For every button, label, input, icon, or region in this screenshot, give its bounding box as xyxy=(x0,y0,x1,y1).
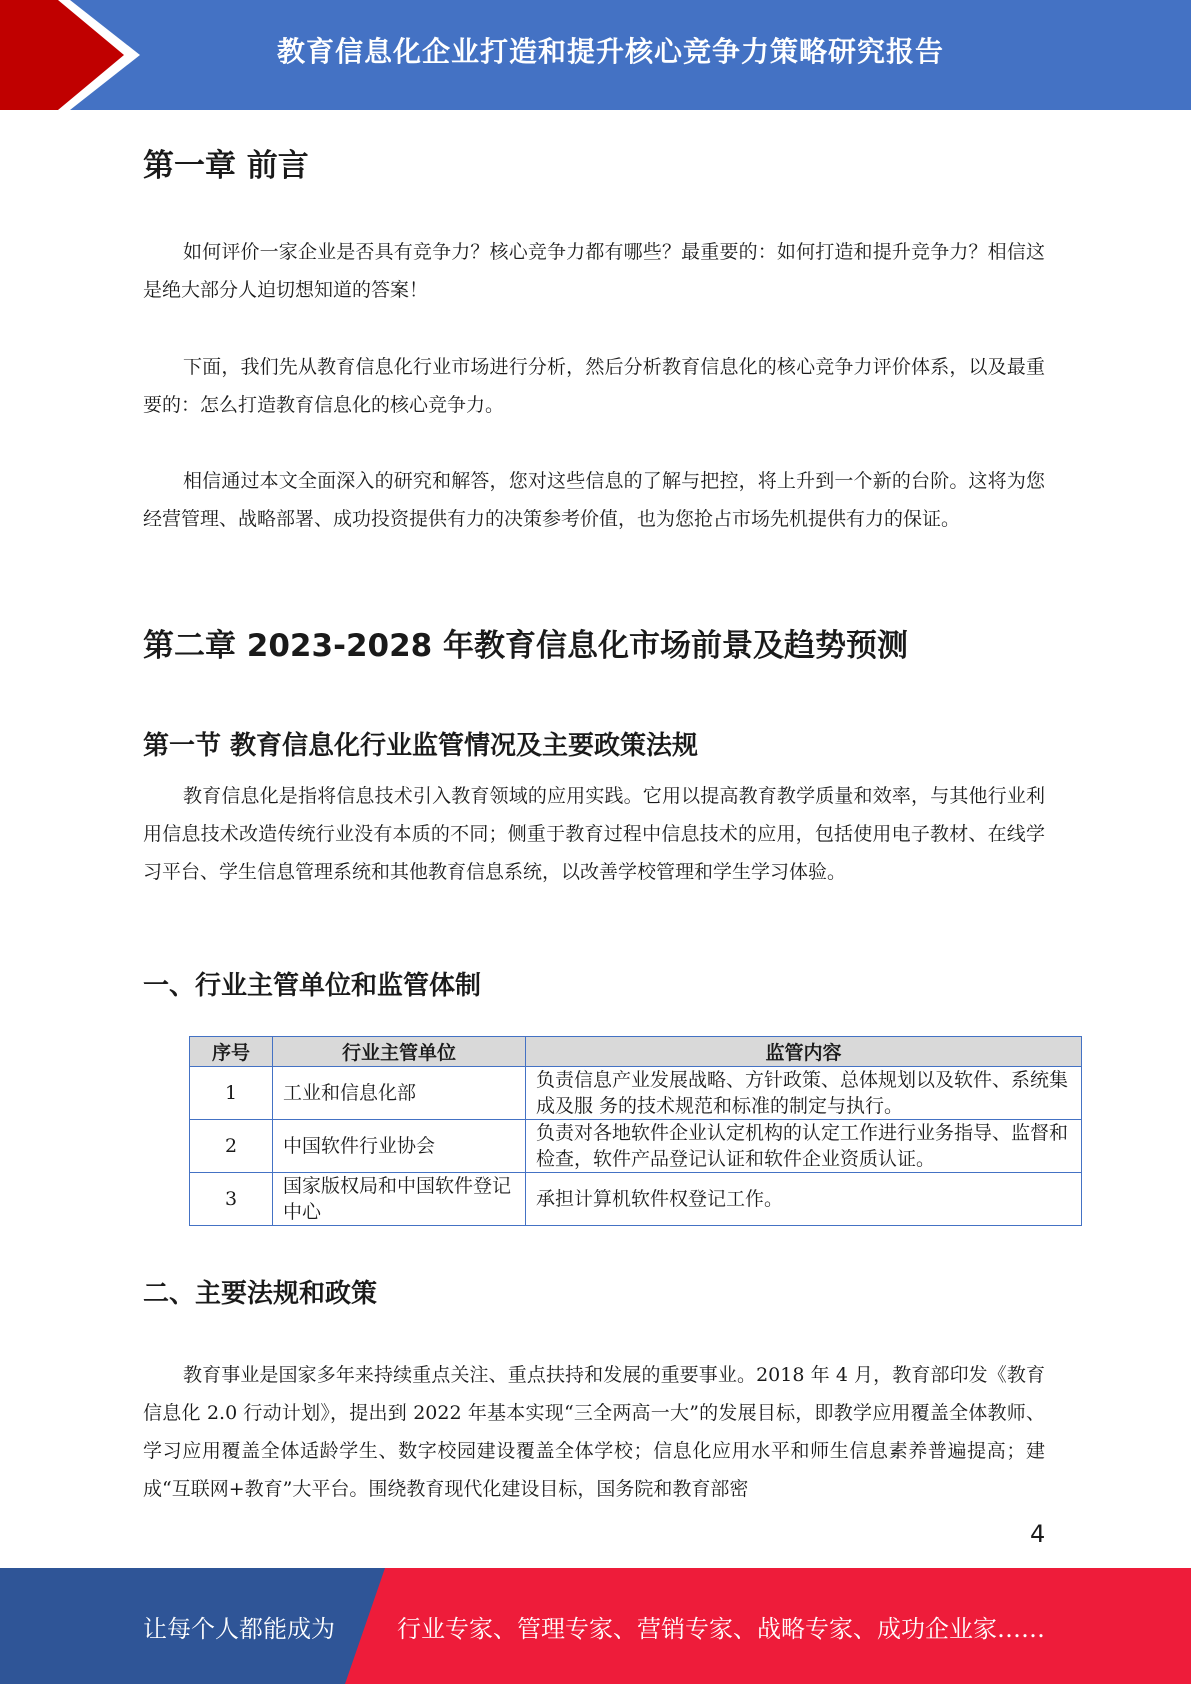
section-1-paragraph: 教育信息化是指将信息技术引入教育领域的应用实践。它用以提高教育教学质量和效率，与其他行业利用信息技术改造传统行业没有本质的不同；侧重于教育过程中信息技术的应用，包括使用电子教材、在线学习平台、学生信息管理系统和其他教育信息系统，以改善学校管理和学生学习体验。 xyxy=(143,785,1045,883)
table-row xyxy=(190,1067,1082,1120)
table-header-cell: 行业主管单位 xyxy=(273,1037,526,1067)
table-cell-unit: 中国软件行业协会 xyxy=(273,1120,526,1173)
table-cell-content: 负责信息产业发展战略、方针政策、总体规划以及软件、系统集成及服 务的技术规范和标准的制定与执行。 xyxy=(526,1067,1082,1120)
section-1-title: 第一节 教育信息化行业监管情况及主要政策法规 xyxy=(143,731,699,761)
table-cell-unit: 工业和信息化部 xyxy=(273,1067,526,1120)
table-cell-content: 承担计算机软件权登记工作。 xyxy=(526,1173,1082,1226)
chapter-1-paragraph-3: 相信通过本文全面深入的研究和解答，您对这些信息的了解与把控，将上升到一个新的台阶。这将为您经营管理、战略部署、成功投资提供有力的决策参考价值，也为您抢占市场先机提供有力的保证。 xyxy=(143,470,1045,530)
table-header-cell: 序号 xyxy=(190,1037,273,1067)
report-title: 教育信息化企业打造和提升核心竞争力策略研究报告 xyxy=(276,35,944,68)
table-header-row xyxy=(190,1037,1082,1067)
regulator-table xyxy=(189,1036,1082,1226)
table-header-cell: 监管内容 xyxy=(526,1037,1082,1067)
footer-slogan-left: 让每个人都能成为 xyxy=(143,1614,335,1643)
table-row xyxy=(190,1120,1082,1173)
chapter-1-paragraph-2: 下面，我们先从教育信息化行业市场进行分析，然后分析教育信息化的核心竞争力评价体系，以及最重要的：怎么打造教育信息化的核心竞争力。 xyxy=(143,356,1045,416)
table-cell-index: 3 xyxy=(190,1173,273,1226)
subsection-2-paragraph: 教育事业是国家多年来持续重点关注、重点扶持和发展的重要事业。2018 年 4 月，教育部印发《教育信息化 2.0 行动计划》，提出到 2022 年基本实现“三全两高一大”的发展目标，即教学应用覆盖全体教师、学习应用覆盖全体适龄学生、数字校园建设覆盖全体学校；信息化应用水平和师生信息素养普遍提高；建成“互联网+教育”大平台。围绕教育现代化建设目标，国务院和教育部密 xyxy=(143,1364,1045,1500)
chapter-1-paragraph-1: 如何评价一家企业是否具有竞争力？核心竞争力都有哪些？最重要的：如何打造和提升竞争力？相信这是绝大部分人迫切想知道的答案！ xyxy=(143,241,1045,301)
subsection-1-title: 一、行业主管单位和监管体制 xyxy=(143,971,482,1001)
table-cell-index: 1 xyxy=(190,1067,273,1120)
page-header xyxy=(0,0,1191,110)
footer-slogan-right: 行业专家、管理专家、营销专家、战略专家、成功企业家…… xyxy=(397,1614,1045,1643)
subsection-2-title: 二、主要法规和政策 xyxy=(143,1279,378,1309)
page-number: 4 xyxy=(1030,1520,1046,1548)
table-cell-index: 2 xyxy=(190,1120,273,1173)
table-cell-unit: 国家版权局和中国软件登记中心 xyxy=(273,1173,526,1226)
table-row xyxy=(190,1173,1082,1226)
header-chevron-decoration xyxy=(0,0,160,110)
chapter-1-title: 第一章 前言 xyxy=(143,148,309,184)
table-cell-content: 负责对各地软件企业认定机构的认定工作进行业务指导、监督和检查，软件产品登记认证和软件企业资质认证。 xyxy=(526,1120,1082,1173)
chapter-2-title: 第二章 2023-2028 年教育信息化市场前景及趋势预测 xyxy=(143,628,909,664)
